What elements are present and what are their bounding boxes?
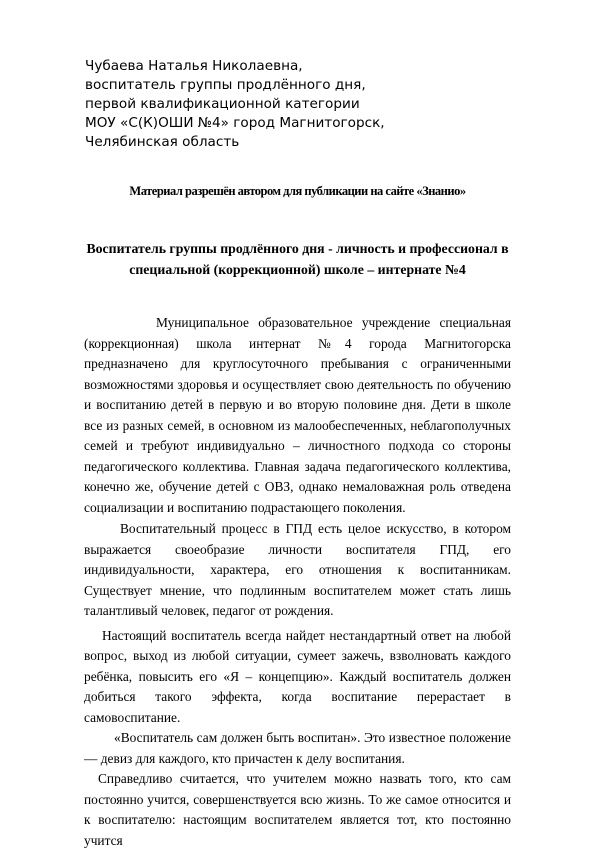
paragraph-motto: «Воспитатель сам должен быть воспитан». Это известное положение — девиз для каждого, кто причастен к делу воспитания. [84,730,511,766]
document-body [84,313,511,851]
author-region: Челябинская область [85,134,240,150]
author-position: воспитатель группы продлённого дня, [85,77,366,93]
title-line-1: Воспитатель группы продлённого дня - личность и профессионал в [86,241,509,256]
document-title [0,238,595,280]
author-category: первой квалификационной категории [85,96,360,112]
title-line-2: специальной (коррекционной) школе – интернате №4 [129,262,466,277]
author-name: Чубаева Наталья Николаевна, [85,58,303,74]
paragraph-true-educator: Настоящий воспитатель всегда найдет нестандартный ответ на любой вопрос, выход из любой ситуации, сумеет зажечь, взволновать каждого ребёнка, повысить его «Я – концепцию». Каждый воспитатель должен добиться такого эффекта, когда воспитание перерастает в самовоспитание. [84,627,511,725]
author-block [85,57,385,152]
paragraph-educational-process: Воспитательный процесс в ГПД есть целое искусство, в котором выражается своеобразие личности воспитателя ГПД, его индивидуальности, характера, его отношения к воспитанникам. Существует мнение, что подлинным воспитателем может стать лишь талантливый человек, педагог от рождения. [84,521,511,618]
publication-permission-note: Материал разрешён автором для публикации на сайте «Знанио» [129,184,466,198]
paragraph-lifelong-learning: Справедливо считается, что учителем можно назвать того, кто сам постоянно учится, совершенствуется всю жизнь. То же самое относится и к воспитателю: настоящим воспитателем является тот, кто постоянно учится [84,771,511,848]
paragraph-school-description: Муниципальное образовательное учреждение специальная (коррекционная) школа интернат №4 города Магнитогорска предназначено для круглосуточного пребывания с ограниченными возможностями здоровья и осуществляет свою деятельность по обучению и воспитанию детей в первую и во вторую половине дня. Дети в школе все из разных семей, в основном из малообеспеченных, неблагополучных семей и требуют индивидуально – личностного подхода со стороны педагогического коллектива. Главная задача педагогического коллектива, конечно же, обучение детей с ОВЗ, однако немаловажная роль отведена социализации и воспитанию подрастающего поколения. [84,315,511,515]
author-school: МОУ «С(К)ОШИ №4» город Магнитогорск, [85,115,385,131]
